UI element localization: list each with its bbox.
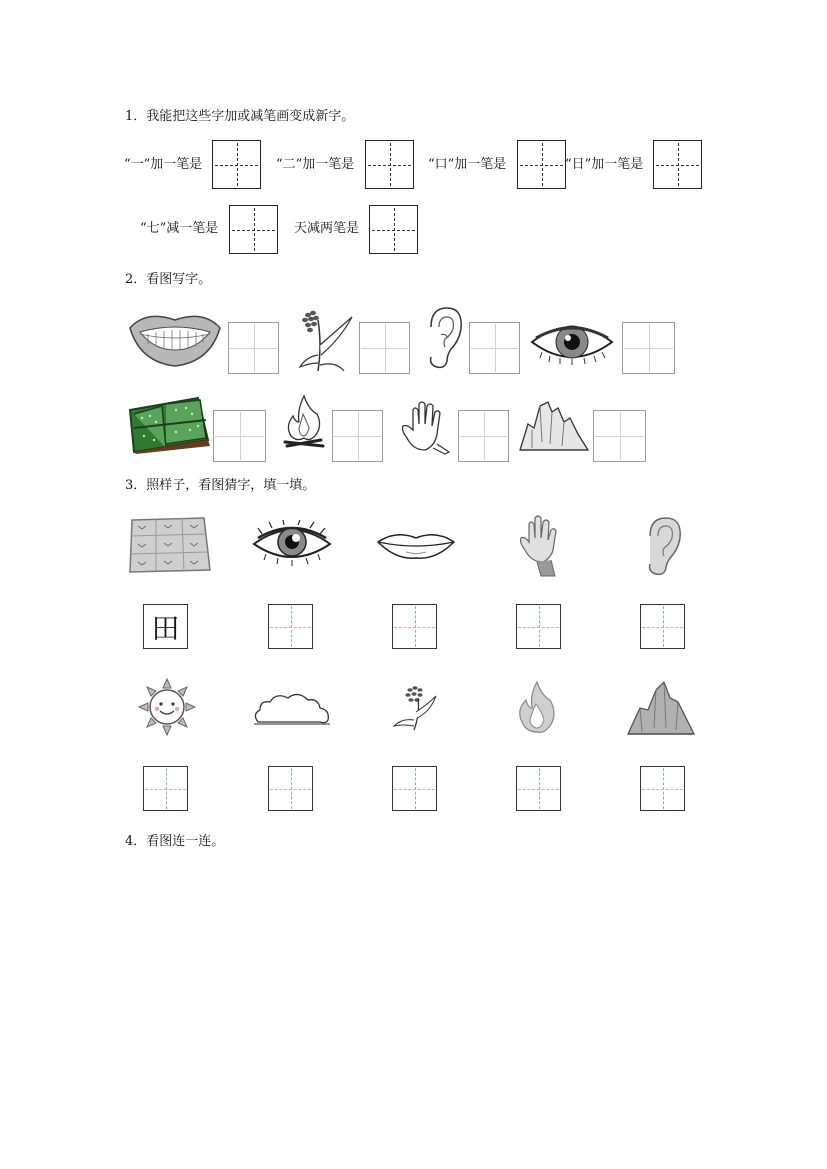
q3-answer-box-5[interactable] bbox=[143, 766, 188, 811]
q2-answer-box-1[interactable] bbox=[228, 322, 279, 374]
q2-answer-box-6[interactable] bbox=[332, 410, 383, 462]
q1-answer-box-5[interactable] bbox=[229, 205, 278, 254]
q2-answer-box-4[interactable] bbox=[622, 322, 675, 374]
mountain-icon bbox=[626, 678, 696, 736]
q2-answer-box-7[interactable] bbox=[458, 410, 509, 462]
q1-answer-box-3[interactable] bbox=[517, 140, 566, 189]
mouth-icon bbox=[126, 308, 224, 368]
q2-answer-box-5[interactable] bbox=[213, 410, 266, 462]
q2-answer-box-3[interactable] bbox=[469, 322, 520, 374]
fire-icon bbox=[514, 680, 560, 734]
ear-icon bbox=[423, 305, 465, 370]
q2-answer-box-8[interactable] bbox=[593, 410, 646, 462]
field-icon bbox=[126, 396, 210, 454]
q3-answer-box-4[interactable] bbox=[640, 604, 685, 649]
question-2-heading: 2．看图写字。 bbox=[125, 272, 212, 287]
q3-example-char: 田 bbox=[144, 605, 187, 648]
q1-answer-box-6[interactable] bbox=[369, 205, 418, 254]
q3-answer-box-8[interactable] bbox=[516, 766, 561, 811]
q1-item-3-label: “口”加一笔是 bbox=[428, 157, 507, 172]
q1-item-6-label: 天减两笔是 bbox=[294, 221, 360, 236]
hand-icon bbox=[515, 514, 563, 576]
q1-item-5-label: “七”减一笔是 bbox=[140, 221, 219, 236]
q3-answer-box-2[interactable] bbox=[392, 604, 437, 649]
q3-example-box bbox=[143, 604, 188, 649]
rice-icon bbox=[296, 305, 356, 373]
q3-answer-box-7[interactable] bbox=[392, 766, 437, 811]
q3-answer-box-1[interactable] bbox=[268, 604, 313, 649]
mountain-icon bbox=[518, 398, 590, 452]
rice-icon bbox=[390, 682, 440, 732]
q3-answer-box-3[interactable] bbox=[516, 604, 561, 649]
question-3-heading: 3．照样子，看图猜字，填一填。 bbox=[125, 478, 316, 493]
q3-answer-box-6[interactable] bbox=[268, 766, 313, 811]
mouth-icon bbox=[376, 530, 456, 560]
cloud-icon bbox=[252, 690, 332, 726]
q1-answer-box-1[interactable] bbox=[212, 140, 261, 189]
q1-item-1-label: “一”加一笔是 bbox=[124, 157, 203, 172]
q1-answer-box-2[interactable] bbox=[365, 140, 414, 189]
fire-icon bbox=[279, 392, 329, 450]
q1-item-4-label: “日”加一笔是 bbox=[565, 157, 644, 172]
q1-answer-box-4[interactable] bbox=[653, 140, 702, 189]
question-4-heading: 4．看图连一连。 bbox=[125, 834, 225, 849]
field-icon bbox=[128, 516, 212, 574]
q1-item-2-label: “二”加一笔是 bbox=[276, 157, 355, 172]
question-1-heading: 1．我能把这些字加或减笔画变成新字。 bbox=[125, 109, 355, 124]
sun-icon bbox=[138, 678, 196, 736]
q3-answer-box-9[interactable] bbox=[640, 766, 685, 811]
hand-icon bbox=[397, 400, 453, 454]
eye-icon bbox=[252, 520, 332, 566]
q2-answer-box-2[interactable] bbox=[359, 322, 410, 374]
eye-icon bbox=[530, 318, 614, 368]
ear-icon bbox=[640, 514, 686, 576]
